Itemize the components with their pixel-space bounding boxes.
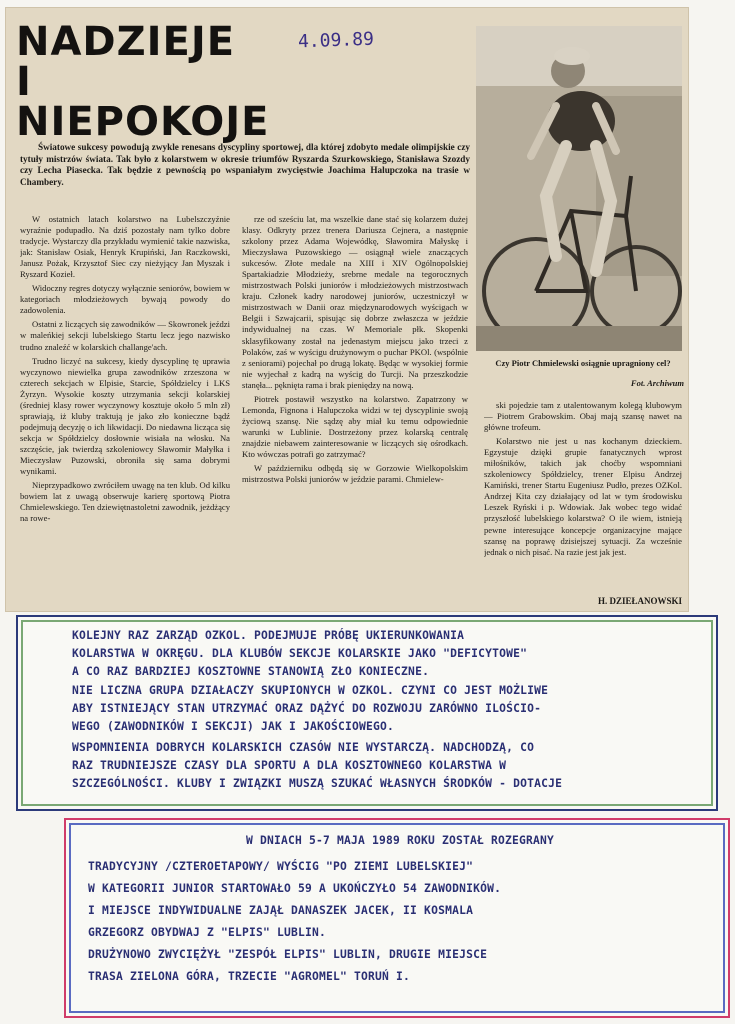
note-line: DRUŻYNOWO ZWYCIĘŻYŁ "ZESPÓŁ ELPIS" LUBLIN, DRUGIE MIEJSCE <box>88 948 488 961</box>
photo-caption: Czy Piotr Chmielewski osiągnie upragniony cel? <box>495 358 671 368</box>
note-line: RAZ TRUDNIEJSZE CZASY DLA SPORTU A DLA KOSZTOWNEGO KOLARSTWA W <box>72 759 507 772</box>
handwritten-note-management <box>16 615 718 811</box>
paragraph: Nieprzypadkowo zwróciłem uwagę na ten klub. Od kilku bowiem lat z uwagą obserwuje karierę sportową Piotra Chmielewskiego. Ten dziewiętnastoletni zawodnik, jeżdżący na rowe- <box>20 480 230 524</box>
article-column-2 <box>242 214 468 608</box>
note-line: TRASA ZIELONA GÓRA, TRZECIE "AGROMEL" TORUŃ I. <box>88 970 411 983</box>
note-line: KOLEJNY RAZ ZARZĄD OZKOL. PODEJMUJE PRÓBĘ UKIERUNKOWANIA <box>72 629 465 642</box>
paragraph: W ostatnich latach kolarstwo na Lubelszczyźnie wyraźnie podupadło. Na dziś pozostały nam tylko dobre tradycje. Wystarczy dla przykładu wymienić takie nazwiska, jak: Stanisław Osiak, Henryk Krupiński, Jan Raczkowski, Janusz Pożak, Krzysztof Siec czy nieżyjący Jan Myszak i Ryszard Kozieł. <box>20 214 230 280</box>
newspaper-clipping <box>6 8 688 611</box>
note-line: A CO RAZ BARDZIEJ KOSZTOWNE STANOWIĄ ZŁO KONIECZNE. <box>72 665 430 678</box>
paragraph: Widoczny regres dotyczy wyłącznie seniorów, bowiem w kategoriach młodzieżowych bywają powody do zadowolenia. <box>20 283 230 316</box>
paragraph: Piotrek postawił wszystko na kolarstwo. Zapatrzony w Lemonda, Fignona i Halupczoka widzi w tej dyscyplinie swoją życiową szansę. Nie sądzę aby miał ku temu odpowiednie warunki w Lublinie. Dostrzeżony przez kolarską centralę znajdzie niebawem zainteresowanie w liczących się ośrodkach. Kto wówczas potrafi go zatrzymać? <box>242 393 468 459</box>
article-lead: Światowe sukcesy powodują zwykle renesans dyscypliny sportowej, dla której zdobyto medale olimpijskie czy tytuły mistrzów świata. Tak było z kolarstwem w okresie triumfów Ryszarda Szurkowskiego, Stanisława Szozdy czy Lecha Piasecka. Tak będzie z pewnością po wspaniałym zwycięstwie Joachima Halupczoka na trasie w Chambery. <box>20 142 470 187</box>
note-line: W KATEGORII JUNIOR STARTOWAŁO 59 A UKOŃCZYŁO 54 ZAWODNIKÓW. <box>88 882 502 895</box>
note-line: ABY ISTNIEJĄCY STAN UTRZYMAĆ ORAZ DĄŻYĆ DO ROZWOJU ZARÓWNO ILOŚCIO- <box>72 702 542 715</box>
headline-line-2: I NIEPOKOJE <box>16 59 270 145</box>
headline-line-1: NADZIEJE <box>16 19 236 65</box>
paragraph: ski pojedzie tam z utalentowanym kolegą klubowym — Piotrem Grabowskim. Obaj mają szansę nawet na główne trofeum. <box>484 400 682 433</box>
author-signature: H. DZIEŁANOWSKI <box>597 596 682 606</box>
note-line: W DNIACH 5-7 MAJA 1989 ROKU ZOSTAŁ ROZEGRANY <box>246 834 555 847</box>
handwritten-date: 4.09.89 <box>297 28 375 53</box>
paragraph: Kolarstwo nie jest u nas kochanym dzieckiem. Egzystuje dzięki grupie fanatycznych wprost miłośników, takich jak choćby wspomniani szkoleniowcy Spółdzielcy, trener Elpisu Andrzej Kamiński, trener Startu Eugeniusz Pudło, prezes OZKol. Andrzej Kita czy działający od lat w tym środowisku Leszek Ryński i p. Wdowiak. Jak wobec tego widać przyszłość lubelskiego kolarstwa? O ile wiem, istnieją pewne interesujące koncepcje organizacyjne mające szansę na poprawę dzisiejszej sytuacji. Za wcześnie jednak o nich pisać. Na razie jest jak jest. <box>484 436 682 557</box>
photo-credit: Fot. Archiwum <box>630 378 684 388</box>
paragraph: W październiku odbędą się w Gorzowie Wielkopolskim mistrzostwa Polski juniorów w jeździe parami. Chmielew- <box>242 463 468 485</box>
paragraph: Trudno liczyć na sukcesy, kiedy dyscyplinę tę uprawia wyczynowo niewielka grupa zawodników zrzeszona w czterech sekcjach w Elpisie, Starcie, Spółdzielcy i LKS Żyrzyn. Wysokie koszty utrzymania sekcji kolarskiej (średniej klasy rower wyczynowy kosztuje około 5 mln zł) sprawiają, iż kluby traktują je jako zło konieczne bądź podejmują decyzję o ich likwidacji. Do niedawna licząca się sekcja w Spółdzielcy dosłownie wisiała na włosku. Na szczęście, jak twierdzą szkoleniowcy Sławomir Małyłka i Mieczysław Puzowski, obroniła się sama dobrymi wynikami. <box>20 355 230 477</box>
note-line: WSPOMNIENIA DOBRYCH KOLARSKICH CZASÓW NIE WYSTARCZĄ. NADCHODZĄ, CO <box>72 741 535 754</box>
note-line: GRZEGORZ OBYDWAJ Z "ELPIS" LUBLIN. <box>88 926 327 939</box>
note-line: NIE LICZNA GRUPA DZIAŁACZY SKUPIONYCH W OZKOL. CZYNI CO JEST MOŻLIWE <box>72 684 549 697</box>
headline <box>16 19 286 145</box>
handwritten-note-race <box>64 818 730 1018</box>
cyclist-photo <box>476 26 682 351</box>
cyclist-photo-illustration <box>476 26 682 351</box>
note-line: SZCZEGÓLNOŚCI. KLUBY I ZWIĄZKI MUSZĄ SZUKAĆ WŁASNYCH ŚRODKÓW - DOTACJE <box>72 777 563 790</box>
note-line: I MIEJSCE INDYWIDUALNE ZAJĄŁ DANASZEK JACEK, II KOSMALA <box>88 904 474 917</box>
paragraph: Ostatni z liczących się zawodników — Skowronek jeździ w maleńkiej sekcji lubelskiego Startu lecz jego nazwisko trudno znaleźć w kolarskich challange'ach. <box>20 319 230 352</box>
article-column-3 <box>484 400 682 596</box>
note-line: TRADYCYJNY /CZTEROETAPOWY/ WYŚCIG "PO ZIEMI LUBELSKIEJ" <box>88 860 474 873</box>
article-column-1 <box>20 214 230 610</box>
note-line: WEGO (ZAWODNIKÓW I SEKCJI) JAK I JAKOŚCIOWEGO. <box>72 720 395 733</box>
note-line: KOLARSTWA W OKRĘGU. DLA KLUBÓW SEKCJE KOLARSKIE JAKO "DEFICYTOWE" <box>72 647 528 660</box>
paragraph: rze od sześciu lat, ma wszelkie dane stać się kolarzem dużej klasy. Odkryty przez trenera Dariusza Cejnera, a następnie szkolony przez Adama Wojewódkę, Sławomira Małyskę i Mieczysława Puzowskiego — osiągnął wiele znaczących sukcesów. Złote medale na XIII i XIV Ogólnopolskiej Spartakiadzie Młodzieży, srebrne medale na tegorocznych mistrzostwach Polski juniorów i młodzieżowych mistrzostwach kraju. Członek kadry narodowej juniorów, uczestniczył w mistrzostwach w Danii oraz międzynarodowych wyścigach w Belgii i Szwajcarii, spisując się dobrze zwłaszcza w jeździe indywidualnej na czas. W Memoriale płk. Skopenki sklasyfikowany został na jedenastym miejscu jako trzeci z Polaków, zaś w wyścigu drużynowym o puchar PKOl. (wspólnie z seniorami) pojechał po drugą lokatę. Będąc w wysokiej formie nie wyjechał z kadrą na wyścig do Turcji. Na przeszkodzie stanęła... pęknięta rama i brak pieniędzy na nową. <box>242 214 468 390</box>
